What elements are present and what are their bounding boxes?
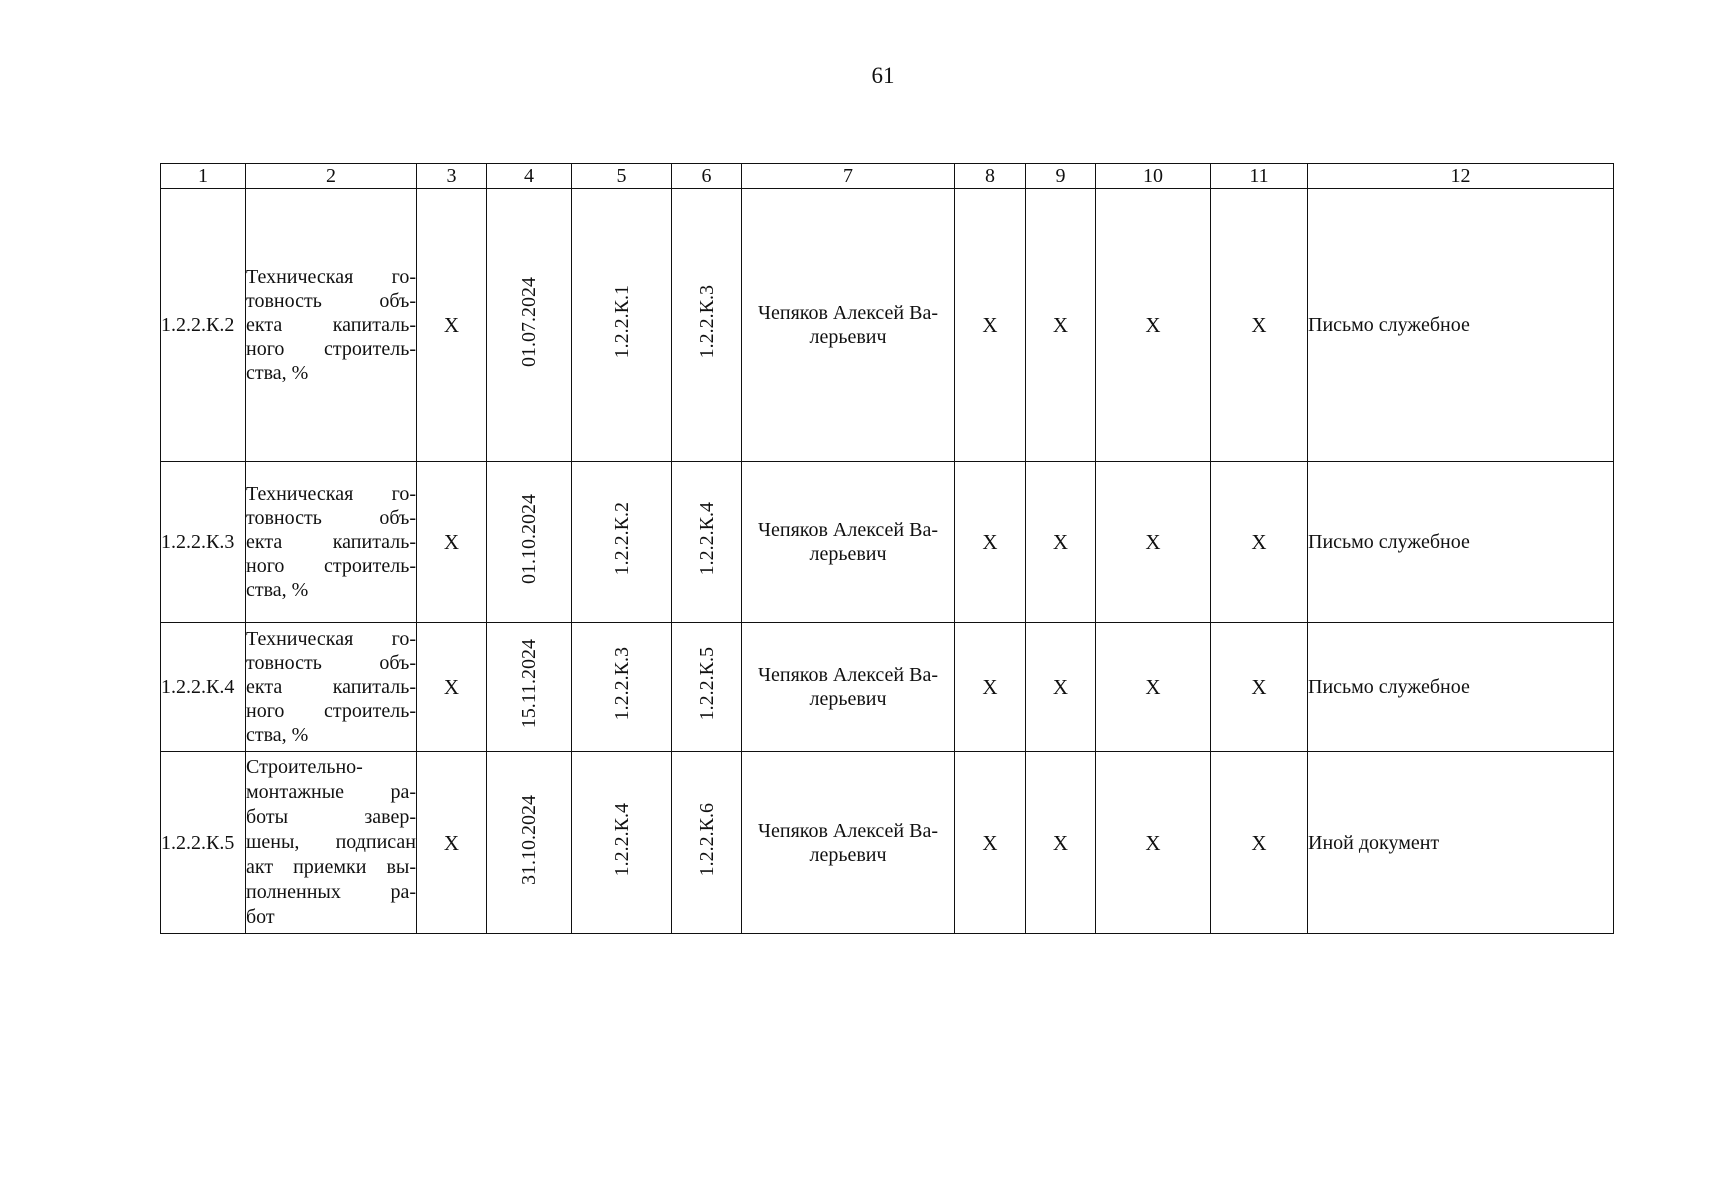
responsible-cell [742, 189, 955, 462]
date-cell [487, 189, 572, 462]
document-type: Иной документ [1308, 752, 1614, 934]
col10-mark: Х [1096, 189, 1211, 462]
responsible-line: лерьевич [809, 688, 887, 710]
column-number: 3 [417, 164, 487, 189]
indicator-line: товность объ- [246, 507, 416, 529]
row-code: 1.2.2.К.5 [161, 752, 246, 934]
row-code: 1.2.2.К.3 [161, 462, 246, 623]
indicator-line: товность объ- [246, 290, 416, 312]
column-number: 9 [1026, 164, 1096, 189]
previous-code: 1.2.2.К.2 [610, 502, 633, 576]
responsible-cell [742, 623, 955, 752]
indicator-line: монтажные ра- [246, 781, 416, 803]
col9-mark: Х [1026, 623, 1096, 752]
col8-mark: Х [955, 189, 1026, 462]
column-number: 11 [1211, 164, 1308, 189]
column-number: 6 [672, 164, 742, 189]
responsible-line: Чепяков Алексей Ва- [757, 819, 939, 842]
indicator-line: Техническая го- [246, 266, 416, 288]
date-value: 15.11.2024 [518, 639, 540, 729]
responsible-line: лерьевич [809, 326, 887, 348]
column-number: 5 [572, 164, 672, 189]
indicator-line: ного строитель- [246, 555, 416, 577]
col8-mark: Х [955, 752, 1026, 934]
indicator-cell [246, 623, 417, 752]
previous-code-cell [572, 189, 672, 462]
table-row [161, 189, 1614, 462]
column-number: 10 [1096, 164, 1211, 189]
responsible-cell [742, 462, 955, 623]
col8-mark: Х [955, 462, 1026, 623]
document-type: Письмо служебное [1308, 623, 1614, 752]
indicator-line: ства, % [246, 724, 309, 746]
col9-mark: Х [1026, 189, 1096, 462]
indicator-line: ства, % [246, 579, 309, 601]
header-row [161, 164, 1614, 189]
col11-mark: Х [1211, 462, 1308, 623]
col10-mark: Х [1096, 752, 1211, 934]
previous-code-cell [572, 752, 672, 934]
next-code-cell [672, 462, 742, 623]
page-number: 61 [871, 63, 895, 88]
responsible-line: лерьевич [809, 843, 887, 866]
indicator-line: екта капиталь- [246, 314, 416, 336]
date-value: 01.07.2024 [518, 277, 540, 367]
responsible-cell [742, 752, 955, 934]
col9-mark: Х [1026, 462, 1096, 623]
responsible-line: Чепяков Алексей Ва- [757, 302, 939, 324]
next-code: 1.2.2.К.4 [695, 502, 718, 576]
column-number: 4 [487, 164, 572, 189]
document-type: Письмо служебное [1308, 189, 1614, 462]
row-code: 1.2.2.К.4 [161, 623, 246, 752]
date-cell [487, 462, 572, 623]
table-row [161, 752, 1614, 934]
col10-mark: Х [1096, 462, 1211, 623]
previous-code-cell [572, 623, 672, 752]
responsible-line: Чепяков Алексей Ва- [757, 519, 939, 541]
indicator-line: Техническая го- [246, 483, 416, 505]
column-number: 8 [955, 164, 1026, 189]
col9-mark: Х [1026, 752, 1096, 934]
col3-mark: Х [417, 623, 487, 752]
indicator-line: екта капиталь- [246, 676, 416, 698]
col11-mark: Х [1211, 752, 1308, 934]
previous-code-cell [572, 462, 672, 623]
col11-mark: Х [1211, 623, 1308, 752]
col8-mark: Х [955, 623, 1026, 752]
col3-mark: Х [417, 752, 487, 934]
indicator-line: бот [246, 906, 275, 928]
indicator-cell [246, 462, 417, 623]
indicator-line: боты завер- [246, 806, 416, 828]
next-code: 1.2.2.К.3 [695, 285, 718, 359]
col10-mark: Х [1096, 623, 1211, 752]
previous-code: 1.2.2.К.1 [610, 285, 633, 359]
date-value: 31.10.2024 [518, 794, 540, 885]
date-value: 01.10.2024 [518, 494, 540, 584]
indicator-line: ного строитель- [246, 700, 416, 722]
next-code-cell [672, 623, 742, 752]
responsible-line: Чепяков Алексей Ва- [757, 664, 939, 686]
responsible-line: лерьевич [809, 543, 887, 565]
next-code-cell [672, 189, 742, 462]
next-code: 1.2.2.К.6 [695, 802, 718, 877]
indicator-cell [246, 189, 417, 462]
indicator-cell [246, 752, 417, 934]
indicator-line: Строительно- [246, 756, 363, 778]
indicator-line: Техническая го- [246, 628, 416, 650]
indicator-line: полненных ра- [246, 881, 416, 903]
col11-mark: Х [1211, 189, 1308, 462]
table-row [161, 623, 1614, 752]
column-number: 1 [161, 164, 246, 189]
column-number: 12 [1308, 164, 1614, 189]
indicator-line: ства, % [246, 362, 309, 384]
document-type: Письмо служебное [1308, 462, 1614, 623]
row-code: 1.2.2.К.2 [161, 189, 246, 462]
next-code: 1.2.2.К.5 [695, 647, 718, 721]
indicator-line: ного строитель- [246, 338, 416, 360]
indicator-line: шены, подписан [246, 831, 416, 853]
control-points-table [160, 163, 1614, 934]
column-number: 2 [246, 164, 417, 189]
indicator-line: екта капиталь- [246, 531, 416, 553]
col3-mark: Х [417, 189, 487, 462]
column-number: 7 [742, 164, 955, 189]
next-code-cell [672, 752, 742, 934]
indicator-line: товность объ- [246, 652, 416, 674]
date-cell [487, 752, 572, 934]
indicator-line: акт приемки вы- [246, 856, 416, 878]
date-cell [487, 623, 572, 752]
previous-code: 1.2.2.К.4 [610, 802, 633, 877]
table-row [161, 462, 1614, 623]
col3-mark: Х [417, 462, 487, 623]
previous-code: 1.2.2.К.3 [610, 647, 633, 721]
